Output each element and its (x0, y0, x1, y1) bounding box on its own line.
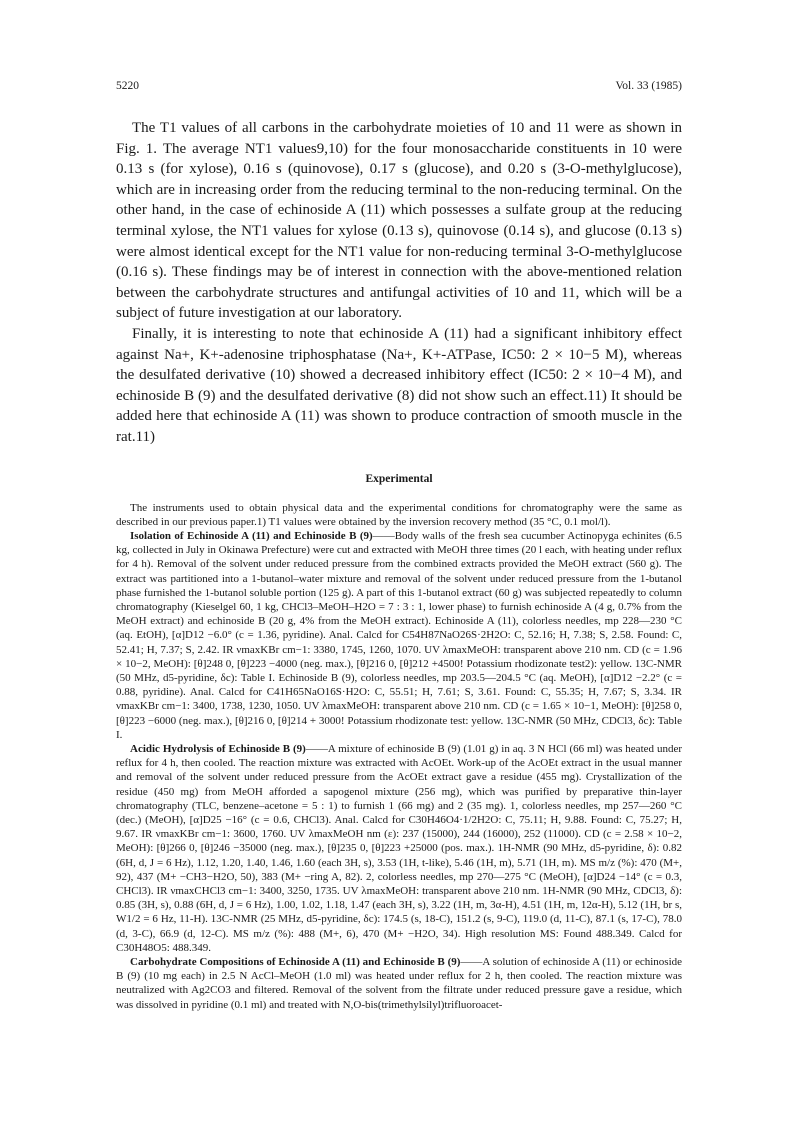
subsection-heading: Isolation of Echinoside A (11) and Echinoside B (9) (130, 529, 373, 542)
article-body (116, 118, 682, 1012)
paragraph (116, 529, 682, 742)
paragraph-text: ——Body walls of the fresh sea cucumber Actinopyga echinites (6.5 kg, collected in July in Okinawa Prefecture) were cut and extracted with MeOH three times (20 l each, with heating under reflux for 4 h). Removal of the solvent under reduced pressure from the combined extracts provided the MeOH extract (560 g). The extract was partitioned into a 1-butanol–water mixture and removal of the solvent under reduced pressure from the 1-butanol phase furnished the 1-butanol soluble portion (125 g). A part of this 1-butanol extract (60 g) was subjected repeatedly to column chromatography (Kieselgel 60, 1 kg, CHCl3–MeOH–H2O = 7 : 3 : 1, lower phase) to furnish echinoside A (4 g, 0.7% from the MeOH extract) and echinoside B (20 g, 4% from the MeOH extract). Echinoside A (11), colorless needles, mp 228—230 °C (aq. EtOH), [α]D12 −6.0° (c = 1.36, pyridine). Anal. Calcd for C54H87NaO26S·2H2O: C, 52.16; H, 7.38; S, 2.58. Found: C, 52.41; H, 7.37; S, 2.42. IR νmaxKBr cm−1: 3380, 1745, 1260, 1070. UV λmaxMeOH: transparent above 210 nm. CD (c = 1.96 × 10−2, MeOH): [θ]248 0, [θ]223 −4000 (neg. max.), [θ]216 0, [θ]212 +4500! Potassium rhodizonate test2): yellow. 13C-NMR (50 MHz, d5-pyridine, δc): Table I. Echinoside B (9), colorless needles, mp 203.5—204.5 °C (aq. MeOH), [α]D12 −2.2° (c = 0.88, pyridine). Anal. Calcd for C41H65NaO16S·H2O: C, 55.51; H, 7.61; S, 3.61. Found: C, 55.35; H, 7.67; S, 3.34. IR νmaxKBr cm−1: 3400, 1738, 1230, 1050. UV λmaxMeOH: transparent above 210 nm. CD (c = 1.65 × 10−1, MeOH): [θ]258 0, [θ]223 −6000 (neg. max.), [θ]216 0, [θ]214 + 3000! Potassium rhodizonate test: yellow. 13C-NMR (50 MHz, CDCl3, δc): Table I. (116, 529, 682, 741)
paragraph-text: ——A mixture of echinoside B (9) (1.01 g) in aq. 3 N HCl (66 ml) was heated under reflux for 4 h, then cooled. The reaction mixture was extracted with AcOEt. Work-up of the AcOEt extract in the usual manner and removal of the solvent under reduced pressure from the AcOEt extract gave a residue (455 mg). Crystallization of the residue (450 mg) from MeOH afforded a sapogenol mixture (256 mg), which was purified by preparative thin-layer chromatography (TLC, benzene–acetone = 5 : 1) to furnish 1 (66 mg) and 2 (35 mg). 1, colorless needles, mp 257—260 °C (dec.) (MeOH), [α]D25 −16° (c = 0.6, CHCl3). Anal. Calcd for C30H46O4·1/2H2O: C, 75.11; H, 9.88. Found: C, 75.27; H, 9.67. IR νmaxKBr cm−1: 3600, 1760. UV λmaxMeOH nm (ε): 237 (15000), 244 (16000), 252 (11000). CD (c = 2.58 × 10−2, MeOH): [θ]266 0, [θ]246 −35000 (neg. max.), [θ]235 0, [θ]223 +25000 (pos. max.). 1H-NMR (90 MHz, d5-pyridine, δ): 0.82 (6H, d, J = 6 Hz), 1.12, 1.20, 1.40, 1.46, 1.60 (each 3H, s), 3.53 (1H, t-like), 5.46 (1H, m), 5.71 (1H, m). MS m/z (%): 470 (M+, 92), 437 (M+ −CH3−H2O, 50), 383 (M+ −ring A, 82). 2, colorless needles, mp 270—275 °C (MeOH), [α]D24 −14° (c = 0.3, CHCl3). IR νmaxCHCl3 cm−1: 3400, 3250, 1735. UV λmaxMeOH: transparent above 210 nm. 1H-NMR (90 MHz, CDCl3, δ): 0.85 (3H, s), 0.88 (6H, d, J = 6 Hz), 1.00, 1.02, 1.18, 1.47 (each 3H, s), 3.22 (1H, m, 3α-H), 4.51 (1H, m, 12α-H), 5.12 (1H, br s, W1/2 = 6 Hz, 11-H). 13C-NMR (25 MHz, d5-pyridine, δc): 174.5 (s, 18-C), 151.2 (s, 9-C), 119.0 (d, 11-C), 87.1 (s, 17-C), 78.0 (d, 3-C), 66.9 (d, 12-C). MS m/z (%): 488 (M+, 6), 470 (M+ −H2O, 34). High resolution MS: Found 488.349. Calcd for C30H48O5: 488.349. (116, 742, 682, 954)
paragraph: Finally, it is interesting to note that echinoside A (11) had a significant inhibitory effect against Na+, K+-adenosine triphosphatase (Na+, K+-ATPase, IC50: 2 × 10−5 M), whereas the desulfated derivative (10) showed a decreased inhibitory effect (IC50: 2 × 10−4 M), and echinoside B (9) and the desulfated derivative (8) did not show such an effect.11) It should be added here that echinoside A (11) was shown to produce contraction of smooth muscle in the rat.11) (116, 325, 682, 445)
discussion-text (116, 118, 682, 448)
paragraph (116, 742, 682, 955)
paragraph-text: ——A solution of echinoside A (11) or echinoside B (9) (10 mg each) in 2.5 N AcCl–MeOH (1.0 ml) was heated under reflux for 2 h, then cooled. The reaction mixture was neutralized with Ag2CO3 and filtered. Removal of the solvent from the filtrate under reduced pressure gave a residue, which was dissolved in pyridine (0.1 ml) and treated with N,O-bis(trimethylsilyl)trifluoroacet- (116, 956, 683, 1011)
volume-info: Vol. 33 (1985) (615, 80, 682, 92)
paragraph (116, 501, 682, 529)
section-title: Experimental (365, 472, 433, 485)
experimental-section (116, 501, 682, 1012)
paragraph-text: The instruments used to obtain physical data and the experimental conditions for chromatography were the same as described in our previous paper.1) T1 values were obtained by the inversion recovery method (35 °C, 0.1 mol/l). (116, 501, 682, 528)
page-number: 5220 (116, 80, 139, 92)
paragraph: The T1 values of all carbons in the carbohydrate moieties of 10 and 11 were as shown in Fig. 1. The average NT1 values9,10) for the four monosaccharide constituents in 10 were 0.13 s (for xylose), 0.16 s (quinovose), 0.17 s (glucose), and 0.20 s (3-O-methylglucose), which are in increasing order from the reducing terminal to the non-reducing terminal. On the other hand, in the case of echinoside A (11) which possesses a sulfate group at the reducing terminal xylose, the NT1 values for xylose (0.13 s), quinovose (0.14 s), and glucose (0.13 s) were almost identical except for the NT1 value for non-reducing terminal 3-O-methylglucose (0.16 s). These findings may be of interest in connection with the above-mentioned relation between the carbohydrate structures and antifungal activities of 10 and 11, which will be a subject of future investigation at our laboratory. (116, 120, 682, 322)
paragraph (116, 955, 682, 1012)
subsection-heading: Carbohydrate Compositions of Echinoside A (11) and Echinoside B (9) (130, 956, 461, 968)
subsection-heading: Acidic Hydrolysis of Echinoside B (9) (130, 742, 306, 755)
